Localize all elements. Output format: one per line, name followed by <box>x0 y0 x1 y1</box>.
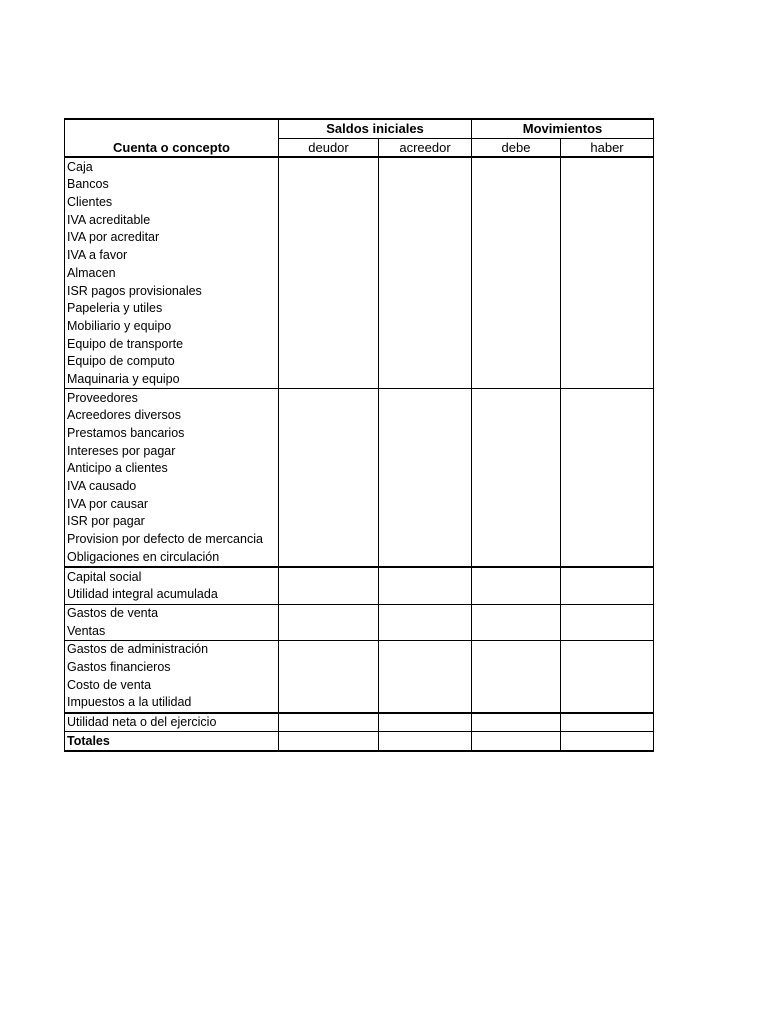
table-row <box>65 318 654 336</box>
haber-cell[interactable] <box>561 300 654 318</box>
debe-cell[interactable] <box>472 389 561 407</box>
header-debe: debe <box>472 138 561 157</box>
acreedor-cell[interactable] <box>379 659 472 677</box>
table-row <box>65 211 654 229</box>
table-row <box>65 335 654 353</box>
debe-cell[interactable] <box>472 442 561 460</box>
table-row <box>65 659 654 677</box>
table-row <box>65 194 654 212</box>
acreedor-cell[interactable] <box>379 157 472 176</box>
table-row <box>65 567 654 586</box>
acreedor-cell[interactable] <box>379 640 472 658</box>
table-row <box>65 460 654 478</box>
account-label: Almacen <box>65 265 279 283</box>
haber-cell[interactable] <box>561 282 654 300</box>
deudor-cell[interactable] <box>279 567 379 586</box>
table-row <box>65 407 654 425</box>
acreedor-cell[interactable] <box>379 282 472 300</box>
account-label: Acreedores diversos <box>65 407 279 425</box>
balance-worksheet-table <box>64 118 654 752</box>
debe-cell[interactable] <box>472 495 561 513</box>
debe-cell[interactable] <box>472 157 561 176</box>
debe-cell[interactable] <box>472 371 561 389</box>
deudor-cell[interactable] <box>279 389 379 407</box>
debe-cell[interactable] <box>472 425 561 443</box>
acreedor-cell[interactable] <box>379 531 472 549</box>
account-label: IVA por acreditar <box>65 229 279 247</box>
table-row <box>65 549 654 568</box>
debe-cell[interactable] <box>472 531 561 549</box>
debe-cell[interactable] <box>472 676 561 694</box>
haber-cell[interactable] <box>561 659 654 677</box>
debe-cell[interactable] <box>472 549 561 568</box>
debe-cell[interactable] <box>472 478 561 496</box>
debe-total-cell[interactable] <box>472 732 561 751</box>
haber-cell[interactable] <box>561 353 654 371</box>
deudor-cell[interactable] <box>279 425 379 443</box>
haber-cell[interactable] <box>561 586 654 604</box>
haber-cell[interactable] <box>561 318 654 336</box>
deudor-cell[interactable] <box>279 604 379 622</box>
header-deudor: deudor <box>279 138 379 157</box>
acreedor-cell[interactable] <box>379 265 472 283</box>
table-row <box>65 265 654 283</box>
debe-cell[interactable] <box>472 265 561 283</box>
debe-cell[interactable] <box>472 335 561 353</box>
deudor-cell[interactable] <box>279 282 379 300</box>
account-label: Ventas <box>65 622 279 640</box>
table-row <box>65 425 654 443</box>
acreedor-cell[interactable] <box>379 211 472 229</box>
debe-cell[interactable] <box>472 513 561 531</box>
debe-cell[interactable] <box>472 282 561 300</box>
table-row <box>65 282 654 300</box>
table-body <box>65 157 654 751</box>
account-label: Gastos de venta <box>65 604 279 622</box>
haber-cell[interactable] <box>561 176 654 194</box>
debe-cell[interactable] <box>472 247 561 265</box>
account-label: Equipo de transporte <box>65 335 279 353</box>
account-label: Maquinaria y equipo <box>65 371 279 389</box>
deudor-total-cell[interactable] <box>279 732 379 751</box>
account-label: Papeleria y utiles <box>65 300 279 318</box>
deudor-cell[interactable] <box>279 659 379 677</box>
haber-cell[interactable] <box>561 567 654 586</box>
acreedor-cell[interactable] <box>379 176 472 194</box>
account-label: IVA a favor <box>65 247 279 265</box>
table-row <box>65 694 654 713</box>
table-row <box>65 371 654 389</box>
account-label: Equipo de computo <box>65 353 279 371</box>
deudor-cell[interactable] <box>279 211 379 229</box>
debe-cell[interactable] <box>472 211 561 229</box>
account-label: Obligaciones en circulación <box>65 549 279 568</box>
debe-cell[interactable] <box>472 318 561 336</box>
header-cuenta-o-concepto: Cuenta o concepto <box>65 138 279 157</box>
account-label: IVA causado <box>65 478 279 496</box>
debe-cell[interactable] <box>472 194 561 212</box>
acreedor-cell[interactable] <box>379 407 472 425</box>
table-row <box>65 176 654 194</box>
table-row <box>65 478 654 496</box>
haber-cell[interactable] <box>561 713 654 732</box>
debe-cell[interactable] <box>472 353 561 371</box>
debe-cell[interactable] <box>472 694 561 713</box>
haber-cell[interactable] <box>561 407 654 425</box>
table-row <box>65 531 654 549</box>
haber-cell[interactable] <box>561 229 654 247</box>
haber-cell[interactable] <box>561 531 654 549</box>
debe-cell[interactable] <box>472 640 561 658</box>
account-label: Impuestos a la utilidad <box>65 694 279 713</box>
haber-cell[interactable] <box>561 676 654 694</box>
totals-row <box>65 732 654 751</box>
debe-cell[interactable] <box>472 300 561 318</box>
table-row <box>65 495 654 513</box>
account-label: Capital social <box>65 567 279 586</box>
acreedor-cell[interactable] <box>379 478 472 496</box>
haber-cell[interactable] <box>561 335 654 353</box>
haber-cell[interactable] <box>561 694 654 713</box>
table-row <box>65 442 654 460</box>
acreedor-cell[interactable] <box>379 425 472 443</box>
debe-cell[interactable] <box>472 176 561 194</box>
acreedor-cell[interactable] <box>379 713 472 732</box>
acreedor-cell[interactable] <box>379 586 472 604</box>
account-label: Bancos <box>65 176 279 194</box>
table-row <box>65 247 654 265</box>
acreedor-cell[interactable] <box>379 460 472 478</box>
account-label: Provision por defecto de mercancia <box>65 531 279 549</box>
deudor-cell[interactable] <box>279 407 379 425</box>
table-row <box>65 676 654 694</box>
haber-cell[interactable] <box>561 371 654 389</box>
haber-cell[interactable] <box>561 495 654 513</box>
table-row <box>65 713 654 732</box>
haber-cell[interactable] <box>561 513 654 531</box>
account-label: Utilidad neta o del ejercicio <box>65 713 279 732</box>
debe-cell[interactable] <box>472 604 561 622</box>
table-row <box>65 604 654 622</box>
account-label: Proveedores <box>65 389 279 407</box>
acreedor-cell[interactable] <box>379 300 472 318</box>
deudor-cell[interactable] <box>279 335 379 353</box>
debe-cell[interactable] <box>472 586 561 604</box>
account-label: Gastos financieros <box>65 659 279 677</box>
haber-cell[interactable] <box>561 194 654 212</box>
account-label: Anticipo a clientes <box>65 460 279 478</box>
acreedor-cell[interactable] <box>379 442 472 460</box>
table-row <box>65 513 654 531</box>
haber-total-cell[interactable] <box>561 732 654 751</box>
account-label: ISR pagos provisionales <box>65 282 279 300</box>
deudor-cell[interactable] <box>279 622 379 640</box>
acreedor-cell[interactable] <box>379 676 472 694</box>
deudor-cell[interactable] <box>279 442 379 460</box>
header-blank-cell <box>65 119 279 138</box>
account-label: Caja <box>65 157 279 176</box>
header-movimientos: Movimientos <box>472 119 654 138</box>
account-label: IVA acreditable <box>65 211 279 229</box>
account-label: Prestamos bancarios <box>65 425 279 443</box>
table-row <box>65 389 654 407</box>
haber-cell[interactable] <box>561 265 654 283</box>
deudor-cell[interactable] <box>279 247 379 265</box>
acreedor-cell[interactable] <box>379 567 472 586</box>
deudor-cell[interactable] <box>279 300 379 318</box>
haber-cell[interactable] <box>561 157 654 176</box>
haber-cell[interactable] <box>561 478 654 496</box>
acreedor-cell[interactable] <box>379 604 472 622</box>
deudor-cell[interactable] <box>279 640 379 658</box>
acreedor-cell[interactable] <box>379 229 472 247</box>
deudor-cell[interactable] <box>279 531 379 549</box>
table-row <box>65 353 654 371</box>
deudor-cell[interactable] <box>279 676 379 694</box>
debe-cell[interactable] <box>472 229 561 247</box>
header-row-columns <box>65 138 654 157</box>
account-label: Mobiliario y equipo <box>65 318 279 336</box>
haber-cell[interactable] <box>561 389 654 407</box>
deudor-cell[interactable] <box>279 194 379 212</box>
deudor-cell[interactable] <box>279 478 379 496</box>
haber-cell[interactable] <box>561 211 654 229</box>
acreedor-cell[interactable] <box>379 318 472 336</box>
acreedor-cell[interactable] <box>379 371 472 389</box>
deudor-cell[interactable] <box>279 694 379 713</box>
acreedor-cell[interactable] <box>379 622 472 640</box>
acreedor-cell[interactable] <box>379 335 472 353</box>
haber-cell[interactable] <box>561 640 654 658</box>
haber-cell[interactable] <box>561 442 654 460</box>
header-saldos-iniciales: Saldos iniciales <box>279 119 472 138</box>
deudor-cell[interactable] <box>279 460 379 478</box>
table-row <box>65 640 654 658</box>
acreedor-cell[interactable] <box>379 194 472 212</box>
debe-cell[interactable] <box>472 567 561 586</box>
haber-cell[interactable] <box>561 622 654 640</box>
deudor-cell[interactable] <box>279 157 379 176</box>
table-row <box>65 300 654 318</box>
header-row-groups <box>65 119 654 138</box>
acreedor-cell[interactable] <box>379 247 472 265</box>
debe-cell[interactable] <box>472 460 561 478</box>
acreedor-total-cell[interactable] <box>379 732 472 751</box>
haber-cell[interactable] <box>561 425 654 443</box>
account-label: Clientes <box>65 194 279 212</box>
haber-cell[interactable] <box>561 549 654 568</box>
deudor-cell[interactable] <box>279 513 379 531</box>
deudor-cell[interactable] <box>279 586 379 604</box>
deudor-cell[interactable] <box>279 265 379 283</box>
debe-cell[interactable] <box>472 407 561 425</box>
table-row <box>65 622 654 640</box>
acreedor-cell[interactable] <box>379 513 472 531</box>
header-acreedor: acreedor <box>379 138 472 157</box>
debe-cell[interactable] <box>472 659 561 677</box>
table-row <box>65 157 654 176</box>
deudor-cell[interactable] <box>279 318 379 336</box>
deudor-cell[interactable] <box>279 549 379 568</box>
deudor-cell[interactable] <box>279 229 379 247</box>
deudor-cell[interactable] <box>279 371 379 389</box>
acreedor-cell[interactable] <box>379 694 472 713</box>
haber-cell[interactable] <box>561 604 654 622</box>
acreedor-cell[interactable] <box>379 353 472 371</box>
debe-cell[interactable] <box>472 713 561 732</box>
account-label: ISR por pagar <box>65 513 279 531</box>
acreedor-cell[interactable] <box>379 389 472 407</box>
deudor-cell[interactable] <box>279 353 379 371</box>
header-haber: haber <box>561 138 654 157</box>
debe-cell[interactable] <box>472 622 561 640</box>
account-label: Utilidad integral acumulada <box>65 586 279 604</box>
table-row <box>65 229 654 247</box>
deudor-cell[interactable] <box>279 713 379 732</box>
haber-cell[interactable] <box>561 460 654 478</box>
deudor-cell[interactable] <box>279 495 379 513</box>
haber-cell[interactable] <box>561 247 654 265</box>
deudor-cell[interactable] <box>279 176 379 194</box>
totals-label: Totales <box>65 732 279 751</box>
account-label: IVA por causar <box>65 495 279 513</box>
acreedor-cell[interactable] <box>379 549 472 568</box>
account-label: Gastos de administración <box>65 640 279 658</box>
account-label: Costo de venta <box>65 676 279 694</box>
acreedor-cell[interactable] <box>379 495 472 513</box>
account-label: Intereses por pagar <box>65 442 279 460</box>
table-row <box>65 586 654 604</box>
